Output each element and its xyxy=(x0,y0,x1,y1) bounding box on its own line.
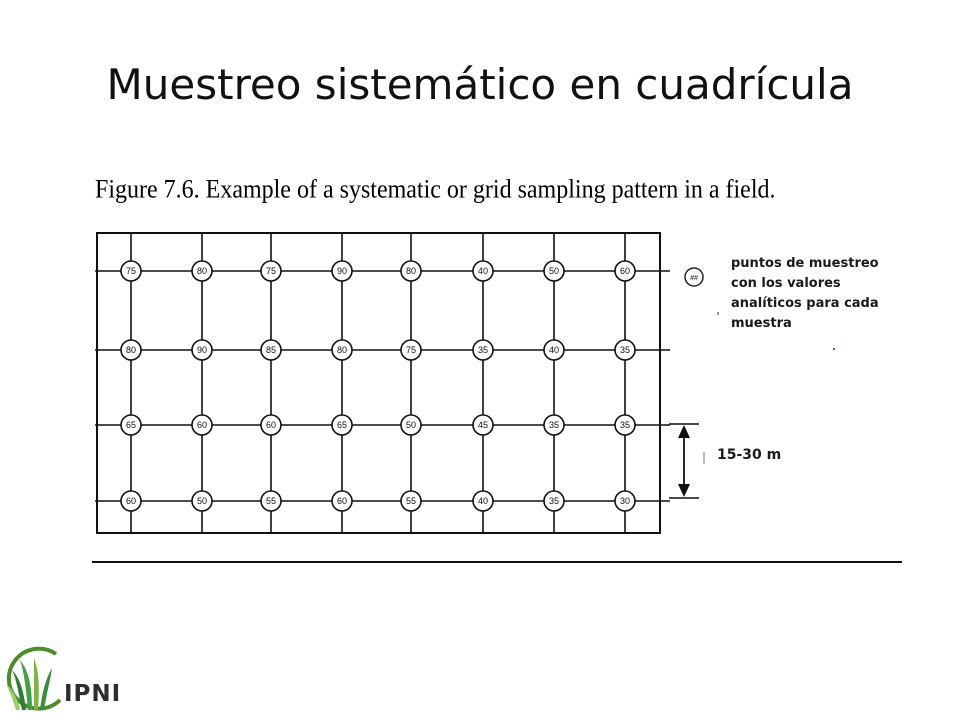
sample-point-value: 60 xyxy=(619,266,631,276)
sample-point-value: 45 xyxy=(477,420,489,430)
sample-point xyxy=(121,261,141,281)
sample-point xyxy=(401,261,421,281)
sample-point xyxy=(544,340,564,360)
sample-point xyxy=(473,491,493,511)
sample-point-value: 40 xyxy=(477,266,489,276)
sample-point xyxy=(615,415,635,435)
sample-point xyxy=(544,491,564,511)
sample-point-value: 50 xyxy=(196,496,208,506)
sample-point-value: 80 xyxy=(405,266,417,276)
sample-point xyxy=(401,415,421,435)
sample-point xyxy=(473,415,493,435)
sample-point-value: 60 xyxy=(196,420,208,430)
sample-point-value: 75 xyxy=(405,345,417,355)
sample-point-value: 60 xyxy=(265,420,277,430)
sample-point-value: 50 xyxy=(548,266,560,276)
sample-point xyxy=(192,261,212,281)
sample-point xyxy=(401,491,421,511)
legend-symbol xyxy=(685,268,703,286)
sample-point xyxy=(121,340,141,360)
slide-title: Muestreo sistemático en cuadrícula xyxy=(106,60,854,109)
sample-point-value: 65 xyxy=(125,420,137,430)
sample-point-value: 75 xyxy=(125,266,137,276)
grid-lines xyxy=(95,233,670,533)
sample-point-value: 40 xyxy=(548,345,560,355)
sample-point xyxy=(473,261,493,281)
sample-point-value: 60 xyxy=(125,496,137,506)
figure-caption: Figure 7.6. Example of a systematic or grid sampling pattern in a field. xyxy=(95,176,776,205)
sample-point-value: 65 xyxy=(336,420,348,430)
sample-point xyxy=(261,340,281,360)
sample-point xyxy=(261,491,281,511)
sample-point-value: 35 xyxy=(477,345,489,355)
sample-point xyxy=(473,340,493,360)
sample-point xyxy=(332,415,352,435)
sample-point-value: 35 xyxy=(619,420,631,430)
sample-point xyxy=(332,491,352,511)
field-border xyxy=(97,233,660,533)
legend-side-mark xyxy=(717,312,719,315)
sample-point xyxy=(544,261,564,281)
sample-point xyxy=(261,261,281,281)
sample-point xyxy=(192,340,212,360)
sample-point-value: 75 xyxy=(265,266,277,276)
sample-point xyxy=(121,415,141,435)
sample-point-value: 35 xyxy=(619,345,631,355)
sample-point-value: 90 xyxy=(196,345,208,355)
sample-point xyxy=(544,415,564,435)
legend-symbol-label: ## xyxy=(690,275,698,282)
legend-text: puntos de muestreo con los valores analíticos para cada muestra xyxy=(731,256,879,331)
sample-point-value: 50 xyxy=(405,420,417,430)
dimension-label: 15-30 m xyxy=(717,447,782,463)
ipni-logo xyxy=(4,640,64,716)
sample-point xyxy=(121,491,141,511)
sample-point-value: 30 xyxy=(619,496,631,506)
legend-dot-mark xyxy=(833,348,835,350)
sample-point xyxy=(615,340,635,360)
dimension-arrow xyxy=(669,424,699,498)
sample-point-value: 85 xyxy=(265,345,277,355)
sample-point xyxy=(615,261,635,281)
sample-point-value: 60 xyxy=(336,496,348,506)
sample-point-value: 80 xyxy=(196,266,208,276)
sample-point xyxy=(615,491,635,511)
sample-point xyxy=(192,415,212,435)
sample-point xyxy=(332,340,352,360)
sample-points xyxy=(121,261,635,511)
sample-point-value: 55 xyxy=(265,496,277,506)
sample-point-value: 35 xyxy=(548,496,560,506)
sample-point-value: 80 xyxy=(125,345,137,355)
sample-point-value: 90 xyxy=(336,266,348,276)
sample-point xyxy=(261,415,281,435)
logo-text: IPNI xyxy=(64,681,122,707)
sample-point xyxy=(332,261,352,281)
dimension-side-mark xyxy=(703,452,705,464)
sample-point xyxy=(192,491,212,511)
sample-point-value: 35 xyxy=(548,420,560,430)
sample-point-value: 55 xyxy=(405,496,417,506)
sample-point-value: 40 xyxy=(477,496,489,506)
sample-point-value: 80 xyxy=(336,345,348,355)
sample-point xyxy=(401,340,421,360)
